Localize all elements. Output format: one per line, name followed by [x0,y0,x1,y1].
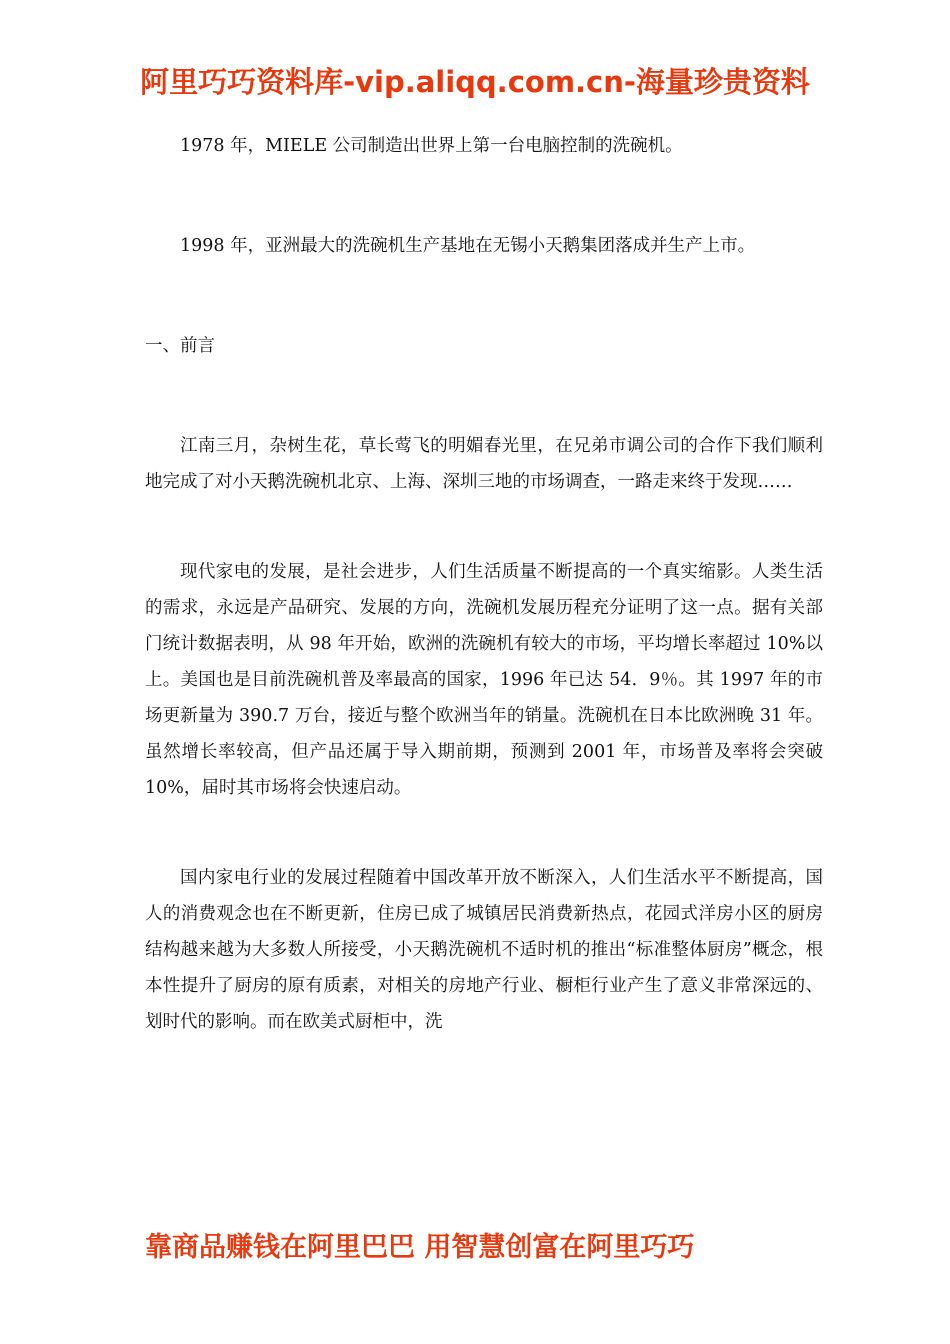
paragraph-modern-appliances: 现代家电的发展，是社会进步，人们生活质量不断提高的一个真实缩影。人类生活的需求，永远是产品研究、发展的方向，洗碗机发展历程充分证明了这一点。据有关部门统计数据表明，从 98 年开始，欧洲的洗碗机有较大的市场，平均增长率超过 10%以上。美国也是目前洗碗机普及率最高的国家，1996 年已达 54．9％。其 1997 年的市场更新量为 390.7 万台，接近与整个欧洲当年的销量。洗碗机在日本比欧洲晚 31 年。虽然增长率较高，但产品还属于导入期前期，预测到 2001 年，市场普及率将会突破 10%，届时其市场将会快速启动。 [145,562,823,798]
header-watermark-banner: 阿里巧巧资料库-vip.aliqq.com.cn-海量珍贵资料 [140,65,810,99]
paragraph-market-survey: 江南三月，杂树生花，草长莺飞的明媚春光里，在兄弟市调公司的合作下我们顺利地完成了对小天鹅洗碗机北京、上海、深圳三地的市场调查，一路走来终于发现…… [145,436,823,492]
section-heading-preface: 一、前言 [145,336,215,356]
document-body [145,128,823,1040]
paragraph-domestic-industry: 国内家电行业的发展过程随着中国改革开放不断深入，人们生活水平不断提高，国人的消费观念也在不断更新，住房已成了城镇居民消费新热点，花园式洋房小区的厨房结构越来越为大多数人所接受，小天鹅洗碗机不适时机的推出“标准整体厨房”概念，根本性提升了厨房的原有质素，对相关的房地产行业、橱柜行业产生了意义非常深远的、划时代的影响。而在欧美式厨柜中，洗 [145,868,823,1032]
paragraph-1978-miele: 1978 年，MIELE 公司制造出世界上第一台电脑控制的洗碗机。 [180,136,683,156]
paragraph-1998-xiaotiane: 1998 年，亚洲最大的洗碗机生产基地在无锡小天鹅集团落成并生产上市。 [180,236,756,256]
footer-watermark-banner: 靠商品赚钱在阿里巴巴 用智慧创富在阿里巧巧 [145,1232,695,1263]
